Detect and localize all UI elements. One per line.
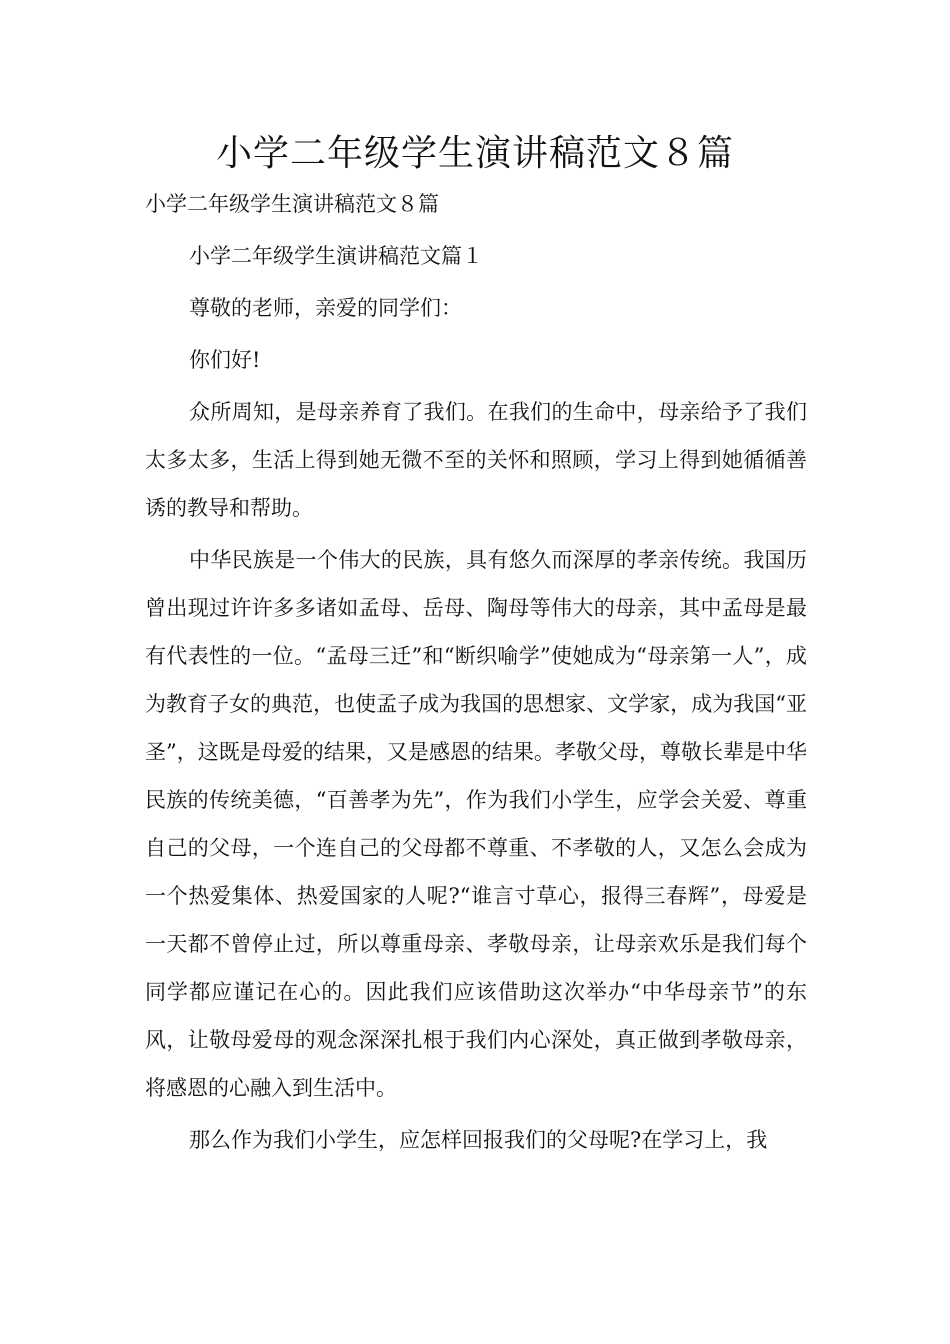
document-subtitle: 小学二年级学生演讲稿范文８篇 [145, 192, 439, 216]
paragraph-1: 众所周知，是母亲养育了我们。在我们的生命中，母亲给予了我们太多太多，生活上得到她无微不至的关怀和照顾，学习上得到她循循善诱的教导和帮助。 [145, 400, 807, 520]
document-title: 小学二年级学生演讲稿范文８篇 [215, 133, 734, 174]
section-heading: 小学二年级学生演讲稿范文篇１ [189, 244, 483, 268]
paragraph-3: 那么作为我们小学生，应怎样回报我们的父母呢?在学习上，我 [189, 1128, 768, 1152]
salutation: 尊敬的老师，亲爱的同学们： [189, 296, 462, 320]
paragraph-2: 中华民族是一个伟大的民族，具有悠久而深厚的孝亲传统。我国历曾出现过许许多多诸如孟母、岳母、陶母等伟大的母亲，其中孟母是最有代表性的一位。“孟母三迁”和“断织喻学”使她成为“母亲第一人”，成为教育子女的典范，也使孟子成为我国的思想家、文学家，成为我国“亚圣”，这既是母爱的结果，又是感恩的结果。孝敬父母，尊敬长辈是中华民族的传统美德，“百善孝为先”，作为我们小学生，应学会关爱、尊重自己的父母，一个连自己的父母都不尊重、不孝敬的人，又怎么会成为一个热爱集体、热爱国家的人呢?“谁言寸草心，报得三春辉”，母爱是一天都不曾停止过，所以尊重母亲、孝敬母亲，让母亲欢乐是我们每个同学都应谨记在心的。因此我们应该借助这次举办“中华母亲节”的东风，让敬母爱母的观念深深扎根于我们内心深处，真正做到孝敬母亲，将感恩的心融入到生活中。 [145, 548, 807, 1100]
greeting: 你们好! [189, 348, 261, 372]
document-body [145, 180, 807, 1164]
